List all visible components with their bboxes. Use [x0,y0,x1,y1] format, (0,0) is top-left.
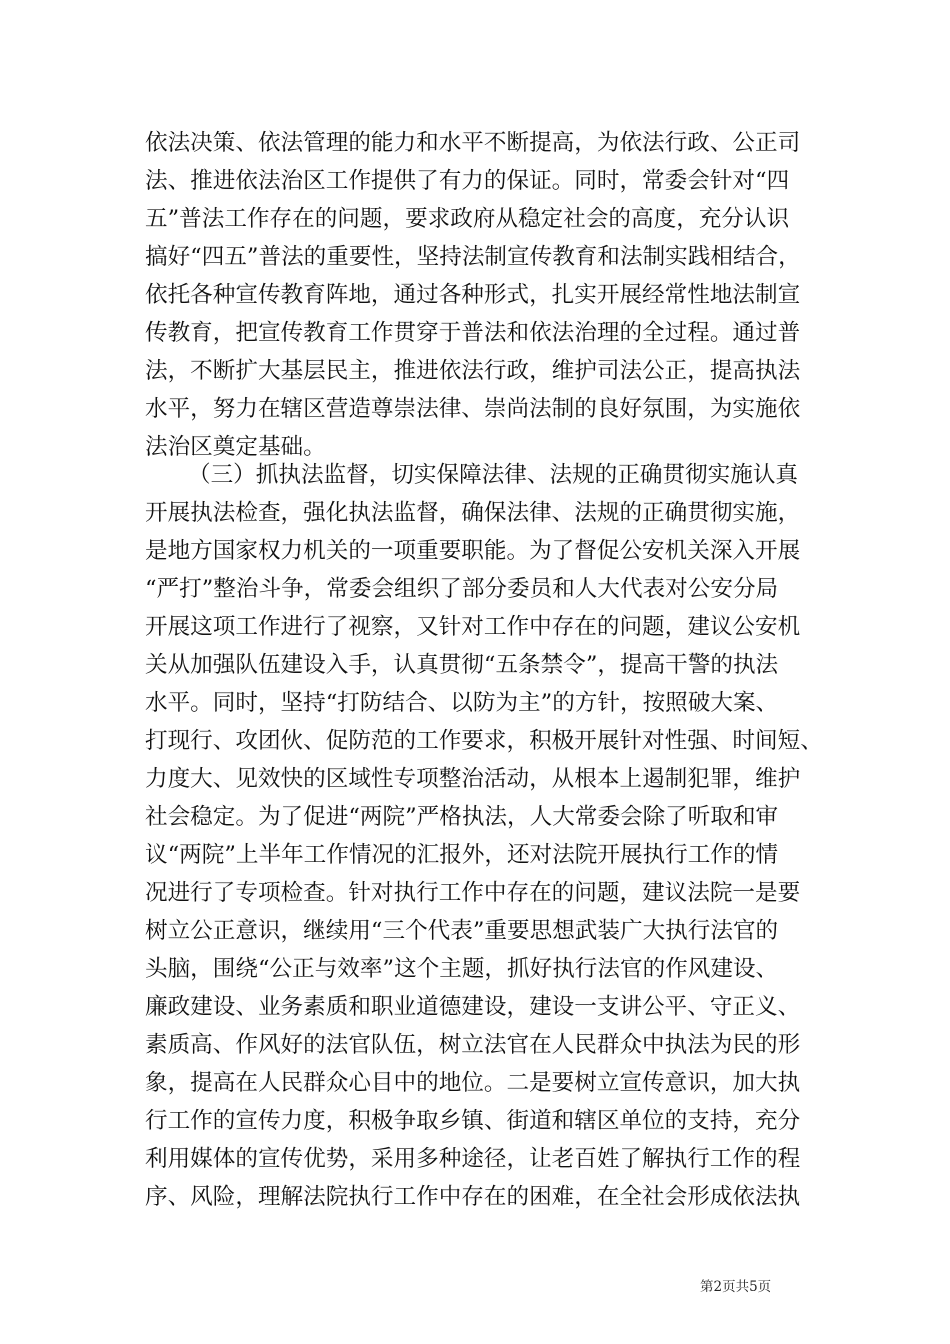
paragraph-2-line: 力度大、见效快的区域性专项整治活动，从根本上遏制犯罪，维护 [145,766,801,792]
paragraph-1-line: 五”普法工作存在的问题，要求政府从稳定社会的高度，充分认识 [145,206,790,232]
paragraph-2-line: 头脑，围绕“公正与效率”这个主题，抓好执行法官的作风建设、 [145,956,779,982]
paragraph-2-line: 象，提高在人民群众心目中的地位。二是要树立宣传意识，加大执 [145,1070,801,1096]
paragraph-2-line: （三）抓执法监督，切实保障法律、法规的正确贯彻实施认真 [188,462,799,488]
paragraph-2-line: 况进行了专项检查。针对执行工作中存在的问题，建议法院一是要 [145,880,801,906]
paragraph-1-line: 法治区奠定基础。 [145,434,326,460]
paragraph-2-line: 廉政建设、业务素质和职业道德建设，建设一支讲公平、守正义、 [145,994,801,1020]
paragraph-1-line: 依法决策、依法管理的能力和水平不断提高，为依法行政、公正司 [145,130,801,156]
page-number-footer: 第2页共5页 [700,1279,772,1295]
paragraph-2-line: 是地方国家权力机关的一项重要职能。为了督促公安机关深入开展 [145,538,801,564]
paragraph-2-line: 序、风险，理解法院执行工作中存在的困难，在全社会形成依法执 [145,1184,801,1210]
paragraph-1-line: 法、推进依法治区工作提供了有力的保证。同时，常委会针对“四 [145,168,790,194]
paragraph-2-line: 利用媒体的宣传优势，采用多种途径，让老百姓了解执行工作的程 [145,1146,801,1172]
paragraph-2-line: 开展这项工作进行了视察，又针对工作中存在的问题，建议公安机 [145,614,801,640]
paragraph-2-line: 素质高、作风好的法官队伍，树立法官在人民群众中执法为民的形 [145,1032,801,1058]
paragraph-2-line: 社会稳定。为了促进“两院”严格执法，人大常委会除了听取和审 [145,804,779,830]
paragraph-1-line: 水平，努力在辖区营造尊崇法律、崇尚法制的良好氛围，为实施依 [145,396,801,422]
paragraph-2-line: 议“两院”上半年工作情况的汇报外，还对法院开展执行工作的情 [145,842,779,868]
paragraph-2-line: 树立公正意识，继续用“三个代表”重要思想武装广大执行法官的 [145,918,779,944]
paragraph-1-line: 传教育，把宣传教育工作贯穿于普法和依法治理的全过程。通过普 [145,320,801,346]
paragraph-2-line: 行工作的宣传力度，积极争取乡镇、街道和辖区单位的支持，充分 [145,1108,801,1134]
paragraph-1-line: 依托各种宣传教育阵地，通过各种形式，扎实开展经常性地法制宣 [145,282,801,308]
paragraph-1-line: 法，不断扩大基层民主，推进依法行政，维护司法公正，提高执法 [145,358,801,384]
paragraph-2-line: 水平。同时，坚持“打防结合、以防为主”的方针，按照破大案、 [145,690,779,716]
paragraph-2-line: 打现行、攻团伙、促防范的工作要求，积极开展针对性强、时间短、 [145,728,823,754]
paragraph-2-line: “严打”整治斗争，常委会组织了部分委员和人大代表对公安分局 [145,576,779,602]
paragraph-1-line: 搞好“四五”普法的重要性，坚持法制宣传教育和法制实践相结合， [145,244,801,270]
paragraph-2-line: 关从加强队伍建设入手，认真贯彻“五条禁令”，提高干警的执法 [145,652,779,678]
paragraph-2-line: 开展执法检查，强化执法监督，确保法律、法规的正确贯彻实施， [145,500,801,526]
